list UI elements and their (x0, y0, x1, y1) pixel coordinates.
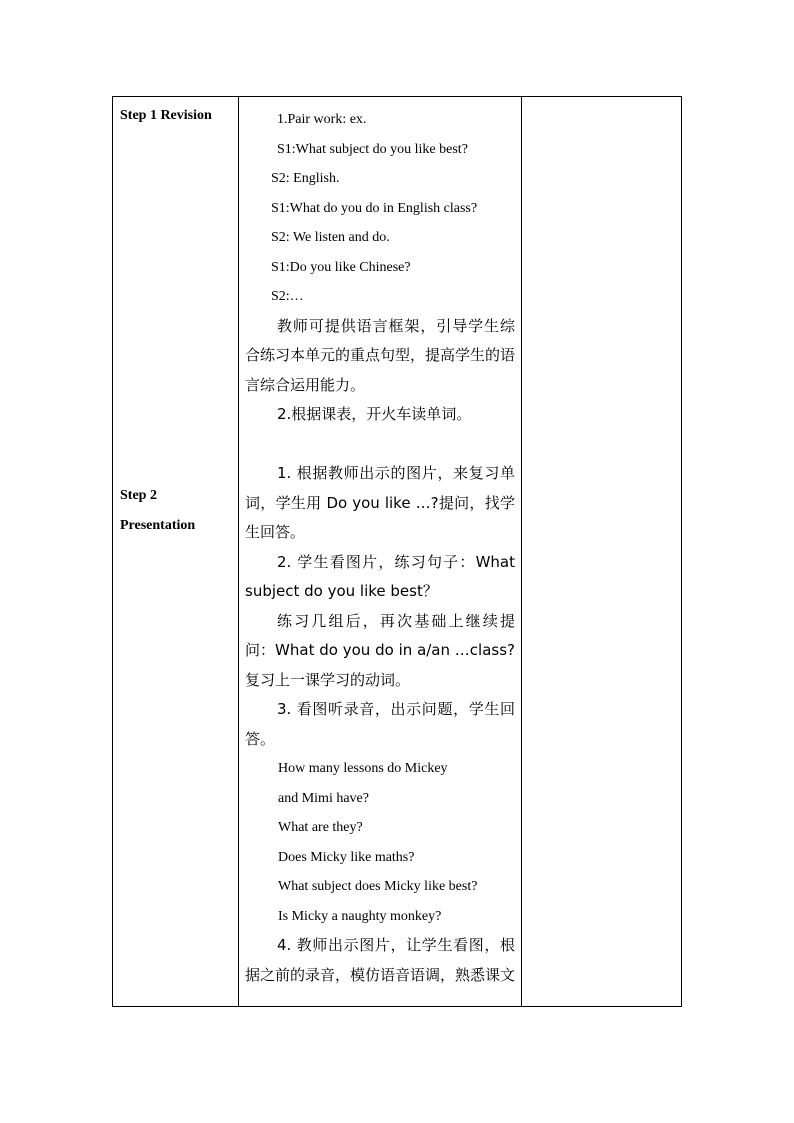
presentation-item-4: 4. 教师出示图片，让学生看图，根据之前的录音，模仿语音语调，熟悉课文 (245, 936, 516, 984)
teacher-note: 教师可提供语言框架，引导学生综合练习本单元的重点句型，提高学生的语言综合运用能力。 (245, 316, 516, 394)
spacer (245, 430, 515, 460)
question-line: Is Micky a naughty monkey? (278, 908, 442, 924)
train-words-line: 2.根据课表，开火车读单词。 (277, 405, 472, 423)
dialogue-line: S1:What subject do you like best? (277, 141, 468, 157)
presentation-item-2b: 练习几组后，再次基础上继续提问：What do you do in a/an …class?复习上一课学习的动词。 (245, 611, 515, 689)
dialogue-line: S2: English. (271, 171, 340, 186)
dialogue-line: S2: We listen and do. (271, 230, 390, 245)
presentation-item-3: 3. 看图听录音，出示问题，学生回答。 (245, 700, 515, 748)
step2-label-line2: Presentation (120, 518, 196, 533)
step-column (113, 97, 239, 1007)
table-row (113, 97, 682, 1007)
lesson-plan-table (112, 96, 682, 1007)
step1-label: Step 1 Revision (120, 108, 212, 123)
notes-column (522, 97, 682, 1007)
activity-column (239, 97, 522, 1007)
pair-work-line: 1.Pair work: ex. (277, 112, 367, 127)
presentation-item-2: 2. 学生看图片，练习句子：What subject do you like best？ (245, 552, 515, 600)
step2-label-line1: Step 2 (120, 488, 157, 503)
presentation-item-1: 1. 根据教师出示的图片，来复习单词，学生用 Do you like …?提问，找学生回答。 (245, 464, 515, 541)
question-line: Does Micky like maths? (278, 849, 415, 865)
dialogue-line: S1:What do you do in English class? (271, 200, 478, 216)
question-line: What subject does Micky like best? (278, 879, 478, 894)
question-line: What are they? (278, 820, 363, 835)
dialogue-line: S1:Do you like Chinese? (271, 259, 411, 275)
dialogue-line: S2:… (271, 289, 304, 304)
question-line: How many lessons do Mickey (278, 761, 448, 776)
question-line: and Mimi have? (278, 790, 369, 806)
